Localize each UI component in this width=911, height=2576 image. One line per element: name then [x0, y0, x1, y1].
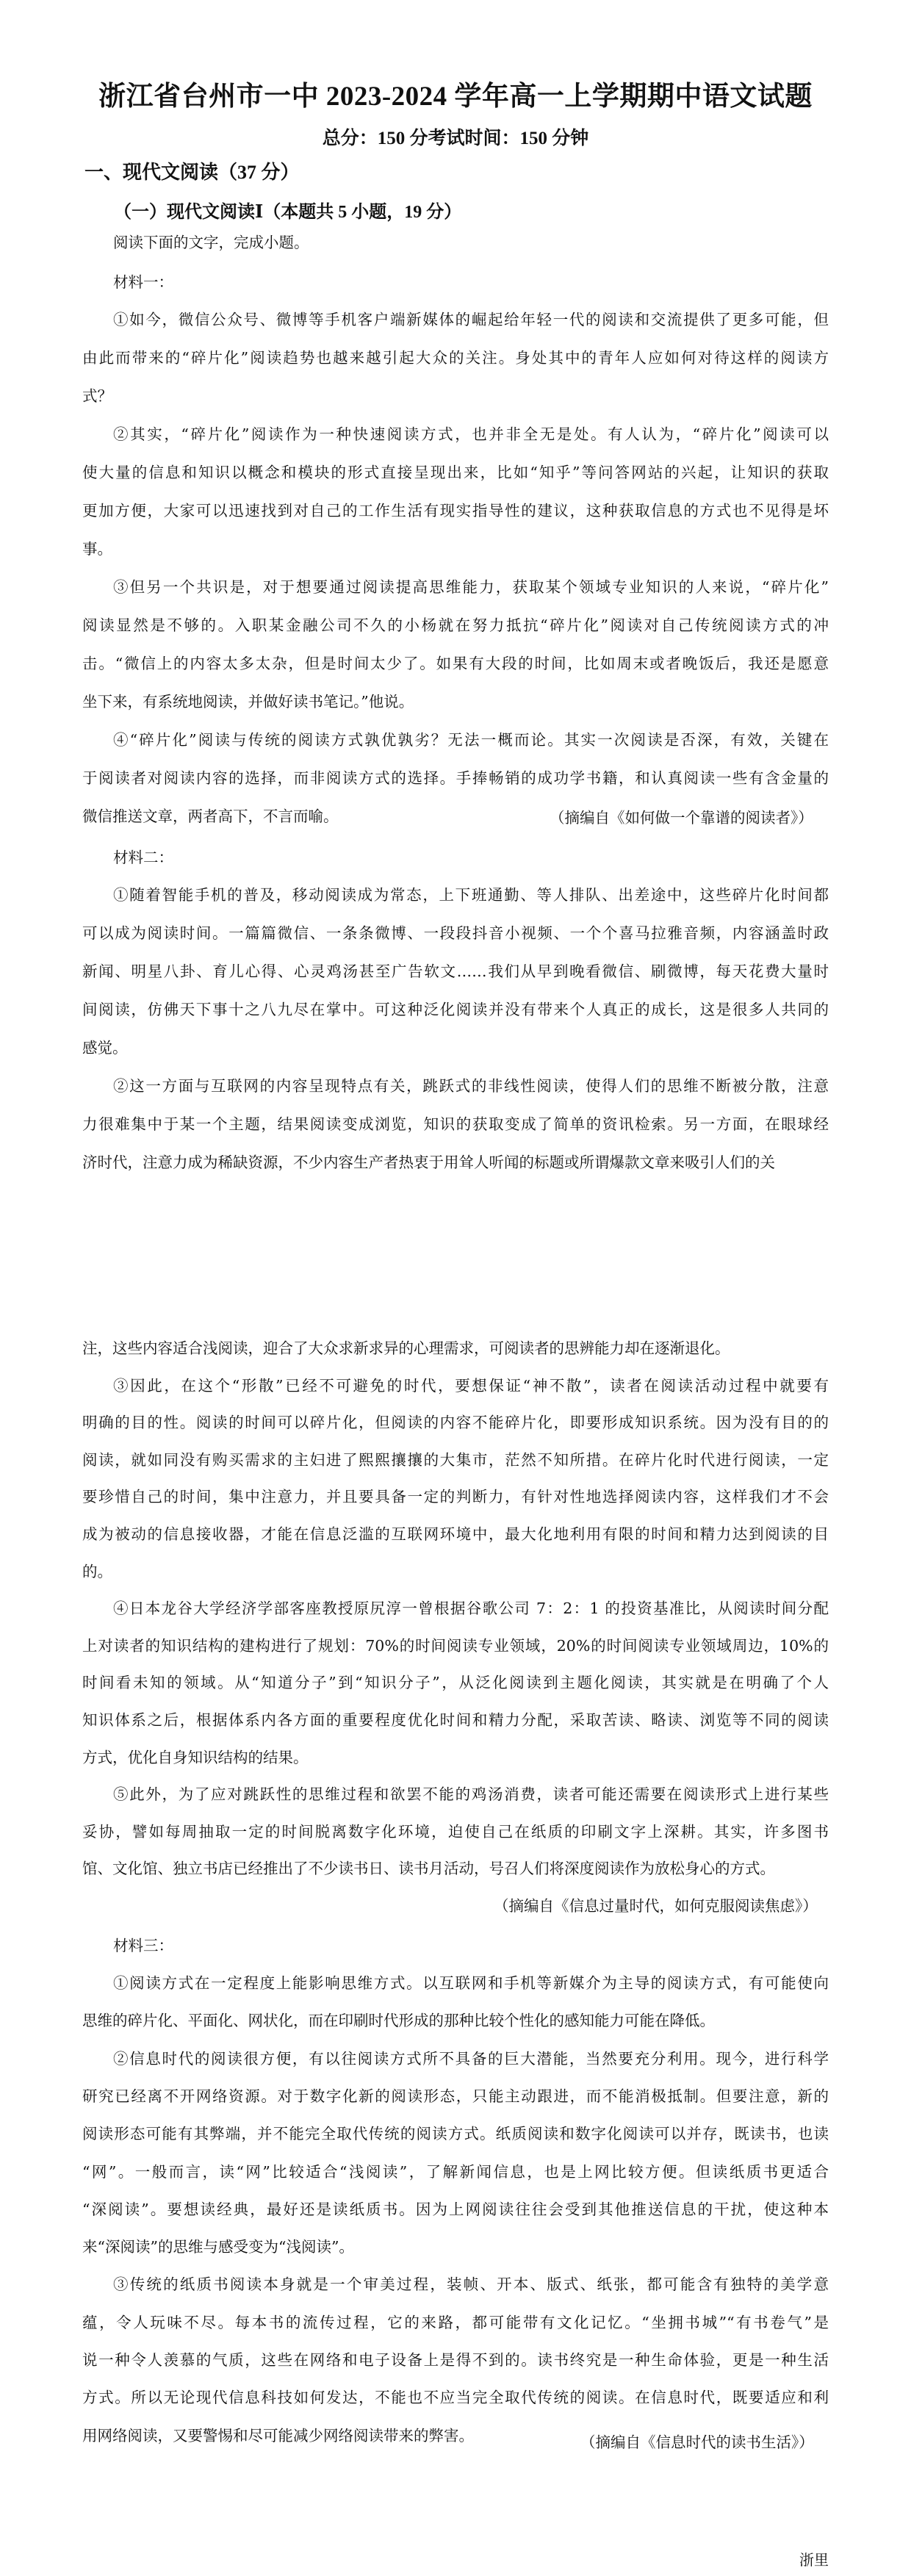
material-source: （摘编自《信息时代的读书生活》）	[580, 2433, 814, 2451]
text-line: 研究已经离不开网络资源。对于数字化新的阅读形态，只能主动跟进，而不能消极抵制。但要注意，新的	[82, 2087, 829, 2105]
text-line: 成为被动的信息接收器，才能在信息泛滥的互联网环境中，最大化地利用有限的时间和精力达到阅读的目	[82, 1525, 829, 1543]
text-line: 的。	[82, 1562, 112, 1580]
text-line: 方式。所以无论现代信息科技如何发达，不能也不应当完全取代传统的阅读。在信息时代，既要适应和利	[82, 2389, 829, 2407]
text-line: ②信息时代的阅读很方便，有以往阅读方式所不具备的巨大潜能，当然要充分利用。现今，进行科学	[113, 2049, 829, 2068]
text-line: “深阅读”。要想读经典，最好还是读纸质书。因为上网阅读往往会受到其他推送信息的干扰，使这种本	[82, 2200, 829, 2218]
text-line: 思维的碎片化、平面化、网状化，而在印刷时代形成的那种比较个性化的感知能力可能在降低。	[82, 2012, 715, 2030]
text-line: 事。	[82, 540, 112, 558]
text-line: ⑤此外，为了应对跳跃性的思维过程和欲罢不能的鸡汤消费，读者可能还需要在阅读形式上进行某些	[113, 1785, 829, 1804]
material-label: 材料三：	[113, 1937, 173, 1954]
text-line: 间阅读，仿佛天下事十之八九尽在掌中。可这种泛化阅读并没有带来个人真正的成长，这是很多人共同的	[82, 1001, 829, 1018]
text-line: ①随着智能手机的普及，移动阅读成为常态，上下班通勤、等人排队、出差途中，这些碎片化时间都	[113, 886, 829, 904]
text-line: 于阅读者对阅读内容的选择，而非阅读方式的选择。手捧畅销的成功学书籍，和认真阅读一些有含金量的	[82, 769, 829, 787]
text-line: 来“深阅读”的思维与感受变为“浅阅读”。	[82, 2238, 354, 2256]
text-line: 要珍惜自己的时间，集中注意力，并且要具备一定的判断力，有针对性地选择阅读内容，这样我们才不会	[82, 1488, 829, 1506]
subsection-heading: （一）现代文阅读Ⅰ（本题共 5 小题，19 分）	[114, 203, 462, 222]
text-line: 注，这些内容适合浅阅读，迎合了大众求新求异的心理需求，可阅读者的思辨能力却在逐渐退化。	[82, 1339, 730, 1357]
text-line: 说一种令人羡慕的气质，这些在网络和电子设备上是得不到的。读书终究是一种生命体验，更是一种生活	[82, 2351, 829, 2369]
reading-instruction: 阅读下面的文字，完成小题。	[113, 234, 309, 251]
text-line: 妥协，譬如每周抽取一定的时间脱离数字化环境，迫使自己在纸质的印刷文字上深耕。其实，许多图书	[82, 1822, 829, 1841]
text-line: 击。“微信上的内容太多太杂，但是时间太少了。如果有大段的时间，比如周末或者晚饭后，我还是愿意	[82, 655, 829, 672]
text-line: 明确的目的性。阅读的时间可以碎片化，但阅读的内容不能碎片化，即要形成知识系统。因为没有目的的	[82, 1414, 829, 1432]
text-line: 蕴，令人玩味不尽。每本书的流传过程，它的来路，都可能带有文化记忆。“坐拥书城”“有书卷气”是	[82, 2313, 829, 2331]
text-line: 知识体系之后，根据体系内各方面的重要程度优化时间和精力分配，采取苦读、略读、浏览等不同的阅读	[82, 1711, 829, 1729]
text-line: 济时代，注意力成为稀缺资源，不少内容生产者热衷于用耸人听闻的标题或所谓爆款文章来吸引人们的关	[82, 1154, 775, 1171]
text-line: 时间看未知的领域。从“知道分子”到“知识分子”，从泛化阅读到主题化阅读，其实就是在明确了个人	[82, 1674, 829, 1692]
text-line: 更加方便，大家可以迅速找到对自己的工作生活有现实指导性的建议，这种获取信息的方式也不见得是坏	[82, 502, 829, 519]
text-line: ③但另一个共识是，对于想要通过阅读提高思维能力，获取某个领域专业知识的人来说，“碎片化”	[113, 578, 829, 596]
text-line: 新闻、明星八卦、育儿心得、心灵鸡汤甚至广告软文……我们从早到晚看微信、刷微博，每天花费大量时	[82, 963, 829, 980]
text-line: 由此而带来的“碎片化”阅读趋势也越来越引起大众的关注。身处其中的青年人应如何对待这样的阅读方	[82, 349, 829, 367]
text-line: ③传统的纸质书阅读本身就是一个审美过程，装帧、开本、版式、纸张，都可能含有独特的美学意	[113, 2275, 829, 2294]
text-line: 用网络阅读，又要警惕和尽可能减少网络阅读带来的弊害。	[82, 2426, 474, 2444]
page-footer: 浙里	[799, 2551, 829, 2569]
text-line: 方式，优化自身知识结构的结果。	[82, 1748, 309, 1766]
material-source: （摘编自《信息过量时代，如何克服阅读焦虑》）	[494, 1897, 818, 1915]
text-line: 阅读显然是不够的。入职某金融公司不久的小杨就在努力抵抗“碎片化”阅读对自己传统阅读方式的冲	[82, 616, 829, 634]
section-heading: 一、现代文阅读（37 分）	[84, 162, 300, 183]
text-line: “网”。一般而言，读“网”比较适合“浅阅读”，了解新闻信息，也是上网比较方便。但读纸质书更适合	[82, 2162, 829, 2181]
text-line: 力很难集中于某一个主题，结果阅读变成浏览，知识的获取变成了简单的资讯检索。另一方面，在眼球经	[82, 1115, 829, 1133]
text-line: 感觉。	[82, 1039, 128, 1057]
text-line: ③因此，在这个“形散”已经不可避免的时代，要想保证“神不散”，读者在阅读活动过程中就要有	[113, 1376, 829, 1395]
text-line: ④日本龙谷大学经济学部客座教授原尻淳一曾根据谷歌公司 7：2：1 的投资基准比，从阅读时间分配	[113, 1600, 829, 1618]
text-line: 可以成为阅读时间。一篇篇微信、一条条微博、一段段抖音小视频、一个个喜马拉雅音频，内容涵盖时政	[82, 924, 829, 942]
text-line: ②其实，“碎片化”阅读作为一种快速阅读方式，也并非全无是处。有人认为，“碎片化”阅读可以	[113, 425, 829, 443]
exam-subtitle: 总分：150 分考试时间：150 分钟	[322, 129, 589, 148]
text-line: 式？	[82, 387, 112, 405]
text-line: ②这一方面与互联网的内容呈现特点有关，跳跃式的非线性阅读，使得人们的思维不断被分散，注意	[113, 1077, 829, 1095]
text-line: ④“碎片化”阅读与传统的阅读方式孰优孰劣？无法一概而论。其实一次阅读是否深，有效，关键在	[113, 731, 829, 749]
text-line: 微信推送文章，两者高下，不言而喻。	[82, 807, 339, 825]
text-line: 上对读者的知识结构的建构进行了规划：70%的时间阅读专业领域，20%的时间阅读专业领域周边，10%的	[82, 1636, 829, 1655]
text-line: ①阅读方式在一定程度上能影响思维方式。以互联网和手机等新媒介为主导的阅读方式，有可能使向	[113, 1974, 829, 1992]
material-source: （摘编自《如何做一个靠谱的阅读者》）	[550, 809, 813, 827]
text-line: 馆、文化馆、独立书店已经推出了不少读书日、读书月活动，号召人们将深度阅读作为放松身心的方式。	[82, 1860, 775, 1878]
text-line: 阅读，就如同没有购买需求的主妇进了熙熙攘攘的大集市，茫然不知所措。在碎片化时代进行阅读，一定	[82, 1450, 829, 1469]
material-label: 材料一：	[113, 273, 173, 291]
material-label: 材料二：	[113, 849, 173, 866]
text-line: ①如今，微信公众号、微博等手机客户端新媒体的崛起给年轻一代的阅读和交流提供了更多可能，但	[113, 311, 829, 328]
exam-title: 浙江省台州市一中 2023-2024 学年高一上学期期中语文试题	[98, 82, 813, 112]
text-line: 阅读形态可能有其弊端，并不能完全取代传统的阅读方式。纸质阅读和数字化阅读可以并存，既读书，也读	[82, 2125, 829, 2143]
text-line: 坐下来，有系统地阅读，并做好读书笔记。”他说。	[82, 693, 414, 710]
text-line: 使大量的信息和知识以概念和模块的形式直接呈现出来，比如“知乎”等问答网站的兴起，让知识的获取	[82, 464, 829, 481]
